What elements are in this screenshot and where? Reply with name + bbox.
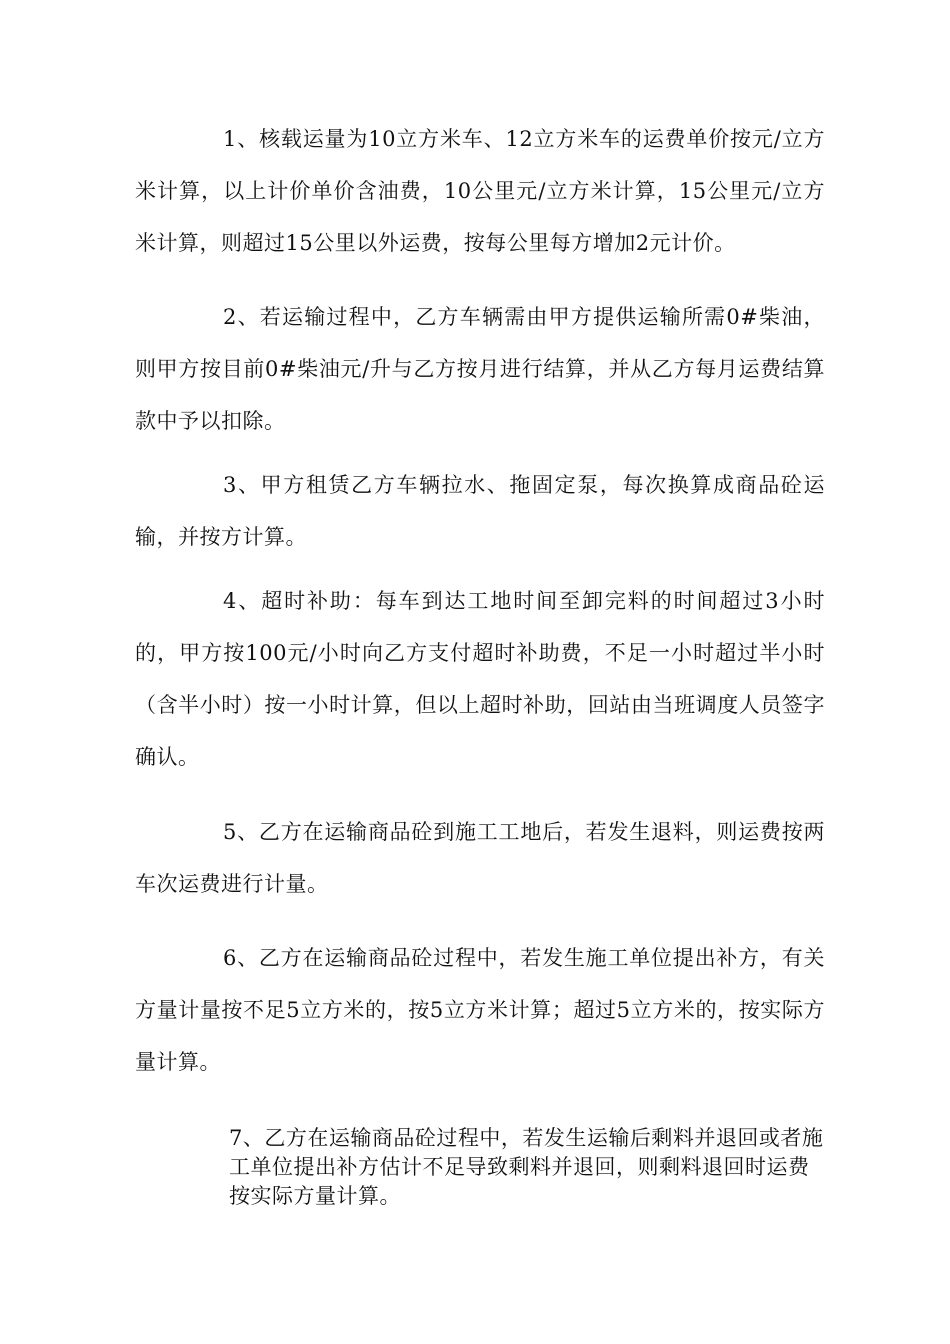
- clause-6: 6、乙方在运输商品砼过程中，若发生施工单位提出补方，有关方量计量按不足5立方米的，按5立方米计算；超过5立方米的，按实际方量计算。: [135, 946, 825, 1074]
- clause-2: 2、若运输过程中，乙方车辆需由甲方提供运输所需0#柴油，则甲方按目前0#柴油元/升与乙方按月进行结算，并从乙方每月运费结算款中予以扣除。: [135, 305, 825, 433]
- clause-5: 5、乙方在运输商品砼到施工工地后，若发生退料，则运费按两车次运费进行计量。: [135, 820, 825, 896]
- clause-3: 3、甲方租赁乙方车辆拉水、拖固定泵，每次换算成商品砼运输，并按方计算。: [135, 473, 825, 549]
- clause-4: 4、超时补助：每车到达工地时间至卸完料的时间超过3小时的，甲方按100元/小时向乙方支付超时补助费，不足一小时超过半小时（含半小时）按一小时计算，但以上超时补助，回站由当班调度人员签字确认。: [135, 589, 825, 769]
- clause-1: 1、核载运量为10立方米车、12立方米车的运费单价按元/立方米计算，以上计价单价含油费，10公里元/立方米计算，15公里元/立方米计算，则超过15公里以外运费，按每公里每方增加2元计价。: [135, 127, 825, 255]
- clause-7: 7、乙方在运输商品砼过程中，若发生运输后剩料并退回或者施工单位提出补方估计不足导致剩料并退回，则剩料退回时运费按实际方量计算。: [229, 1126, 824, 1208]
